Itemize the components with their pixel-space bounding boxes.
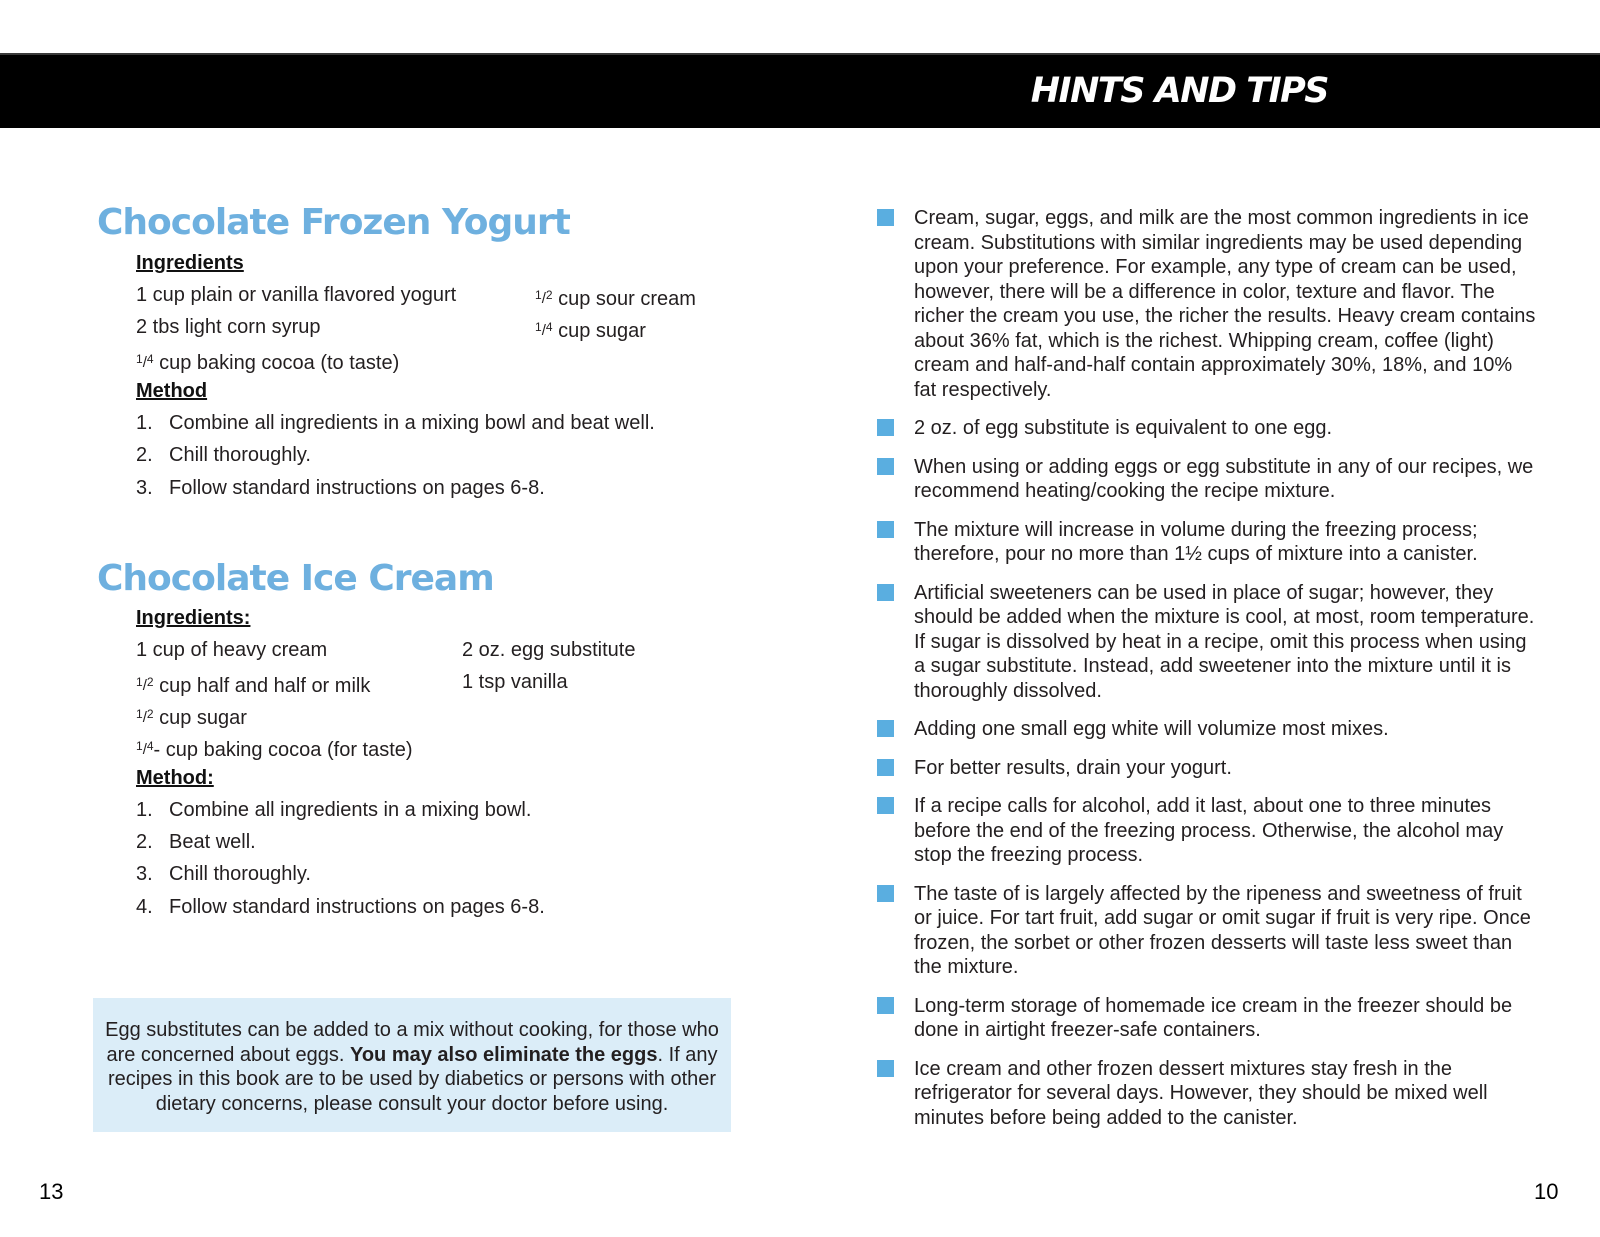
tips-list xyxy=(877,206,1537,1144)
ingredient-item: $^{1/4}$ cup baking cocoa (to taste) xyxy=(136,352,400,374)
page-number-right: 10 xyxy=(1534,1179,1559,1204)
tip-item: For better results, drain your yogurt. xyxy=(877,756,1537,781)
ingredient-item: 1 cup of heavy cream xyxy=(136,639,328,661)
header-bar xyxy=(0,55,1600,128)
square-bullet-icon xyxy=(877,720,894,737)
note-emphasis: You may also eliminate the eggs xyxy=(349,1043,658,1066)
ingredient-item: $^{1/4}$ cup sugar xyxy=(535,320,646,342)
method-step: 4. Follow standard instructions on pages 6-8. xyxy=(136,896,545,918)
fraction: 1/4 xyxy=(136,352,154,371)
method-step: 3. Follow standard instructions on pages 6-8. xyxy=(136,477,545,499)
method-step: 1. Combine all ingredients in a mixing bowl and beat well. xyxy=(136,412,655,434)
fraction: 1/4 xyxy=(136,739,154,758)
square-bullet-icon xyxy=(877,458,894,475)
tip-item: If a recipe calls for alcohol, add it last, about one to three minutes before the end of the freezing process. Otherwise, the alcohol may stop the freezing process. xyxy=(877,794,1537,868)
tip-item: The taste of is largely affected by the ripeness and sweetness of fruit or juice. For tart fruit, add sugar or omit sugar if fruit is very ripe. Once frozen, the sorbet or other frozen desserts will taste less sweet than the mixture. xyxy=(877,882,1537,980)
square-bullet-icon xyxy=(877,759,894,776)
note-box: Egg substitutes can be added to a mix without cooking, for those who are concerned about eggs. You may also eliminate the eggs. If any recipes in this book are to be used by diabetics or persons with other dietary concerns, please consult your doctor before using. xyxy=(93,998,731,1132)
fraction: 1/2 xyxy=(535,288,553,307)
method-step: 2. Chill thoroughly. xyxy=(136,444,311,466)
method-step: 1. Combine all ingredients in a mixing bowl. xyxy=(136,799,532,821)
method-heading: Method xyxy=(136,380,208,402)
tip-item: Artificial sweeteners can be used in place of sugar; however, they should be added when the mixture is cool, at most, room temperature. If sugar is dissolved by heat in a recipe, omit this process when using a sugar substitute. Instead, add sweetener into the mixture until it is thoroughly dissolved. xyxy=(877,581,1537,704)
square-bullet-icon xyxy=(877,797,894,814)
square-bullet-icon xyxy=(877,521,894,538)
tip-item: Ice cream and other frozen dessert mixtures stay fresh in the refrigerator for several days. However, they should be mixed well minutes before being added to the canister. xyxy=(877,1057,1537,1131)
square-bullet-icon xyxy=(877,1060,894,1077)
ingredient-item: $^{1/4}$- cup baking cocoa (for taste) xyxy=(136,739,413,761)
ingredient-item: $^{1/2}$ cup sugar xyxy=(136,707,247,729)
tip-item: The mixture will increase in volume during the freezing process; therefore, pour no more than 1½ cups of mixture into a canister. xyxy=(877,518,1537,567)
method-step: 3. Chill thoroughly. xyxy=(136,863,311,885)
tip-item: 2 oz. of egg substitute is equivalent to one egg. xyxy=(877,416,1537,441)
section-title: HINTS AND TIPS xyxy=(1030,71,1328,111)
recipe-title-ice-cream: Chocolate Ice Cream xyxy=(97,558,494,599)
ingredients-heading: Ingredients xyxy=(136,252,244,274)
method-step: 2. Beat well. xyxy=(136,831,256,853)
tip-item: Cream, sugar, eggs, and milk are the most common ingredients in ice cream. Substitutions with similar ingredients may be used depending upon your preference. For example, any type of cream can be used, however, there will be a difference in color, texture and flavor. The richer the cream you use, the richer the results. Heavy cream contains about 36% fat, which is the richest. Whipping cream, coffee (light) cream and half-and-half contain approximately 30%, 18%, and 10% fat respectively. xyxy=(877,206,1537,402)
ingredient-item: 2 tbs light corn syrup xyxy=(136,316,321,338)
square-bullet-icon xyxy=(877,997,894,1014)
square-bullet-icon xyxy=(877,209,894,226)
ingredient-item: $^{1/2}$ cup half and half or milk xyxy=(136,675,371,697)
ingredient-item: $^{1/2}$ cup sour cream xyxy=(535,288,696,310)
square-bullet-icon xyxy=(877,419,894,436)
tip-item: Adding one small egg white will volumize most mixes. xyxy=(877,717,1537,742)
tip-item: When using or adding eggs or egg substitute in any of our recipes, we recommend heating/cooking the recipe mixture. xyxy=(877,455,1537,504)
ingredient-item: 1 cup plain or vanilla flavored yogurt xyxy=(136,284,457,306)
page-number-left: 13 xyxy=(39,1179,64,1204)
fraction: 1/2 xyxy=(136,675,154,694)
fraction: 1/4 xyxy=(535,320,553,339)
method-heading: Method: xyxy=(136,767,214,789)
square-bullet-icon xyxy=(877,584,894,601)
square-bullet-icon xyxy=(877,885,894,902)
ingredient-item: 1 tsp vanilla xyxy=(462,671,568,693)
recipe-title-frozen-yogurt: Chocolate Frozen Yogurt xyxy=(97,202,570,243)
ingredient-item: 2 oz. egg substitute xyxy=(462,639,636,661)
fraction: 1/2 xyxy=(136,707,154,726)
tip-item: Long-term storage of homemade ice cream in the freezer should be done in airtight freezer-safe containers. xyxy=(877,994,1537,1043)
ingredients-heading: Ingredients: xyxy=(136,607,251,629)
